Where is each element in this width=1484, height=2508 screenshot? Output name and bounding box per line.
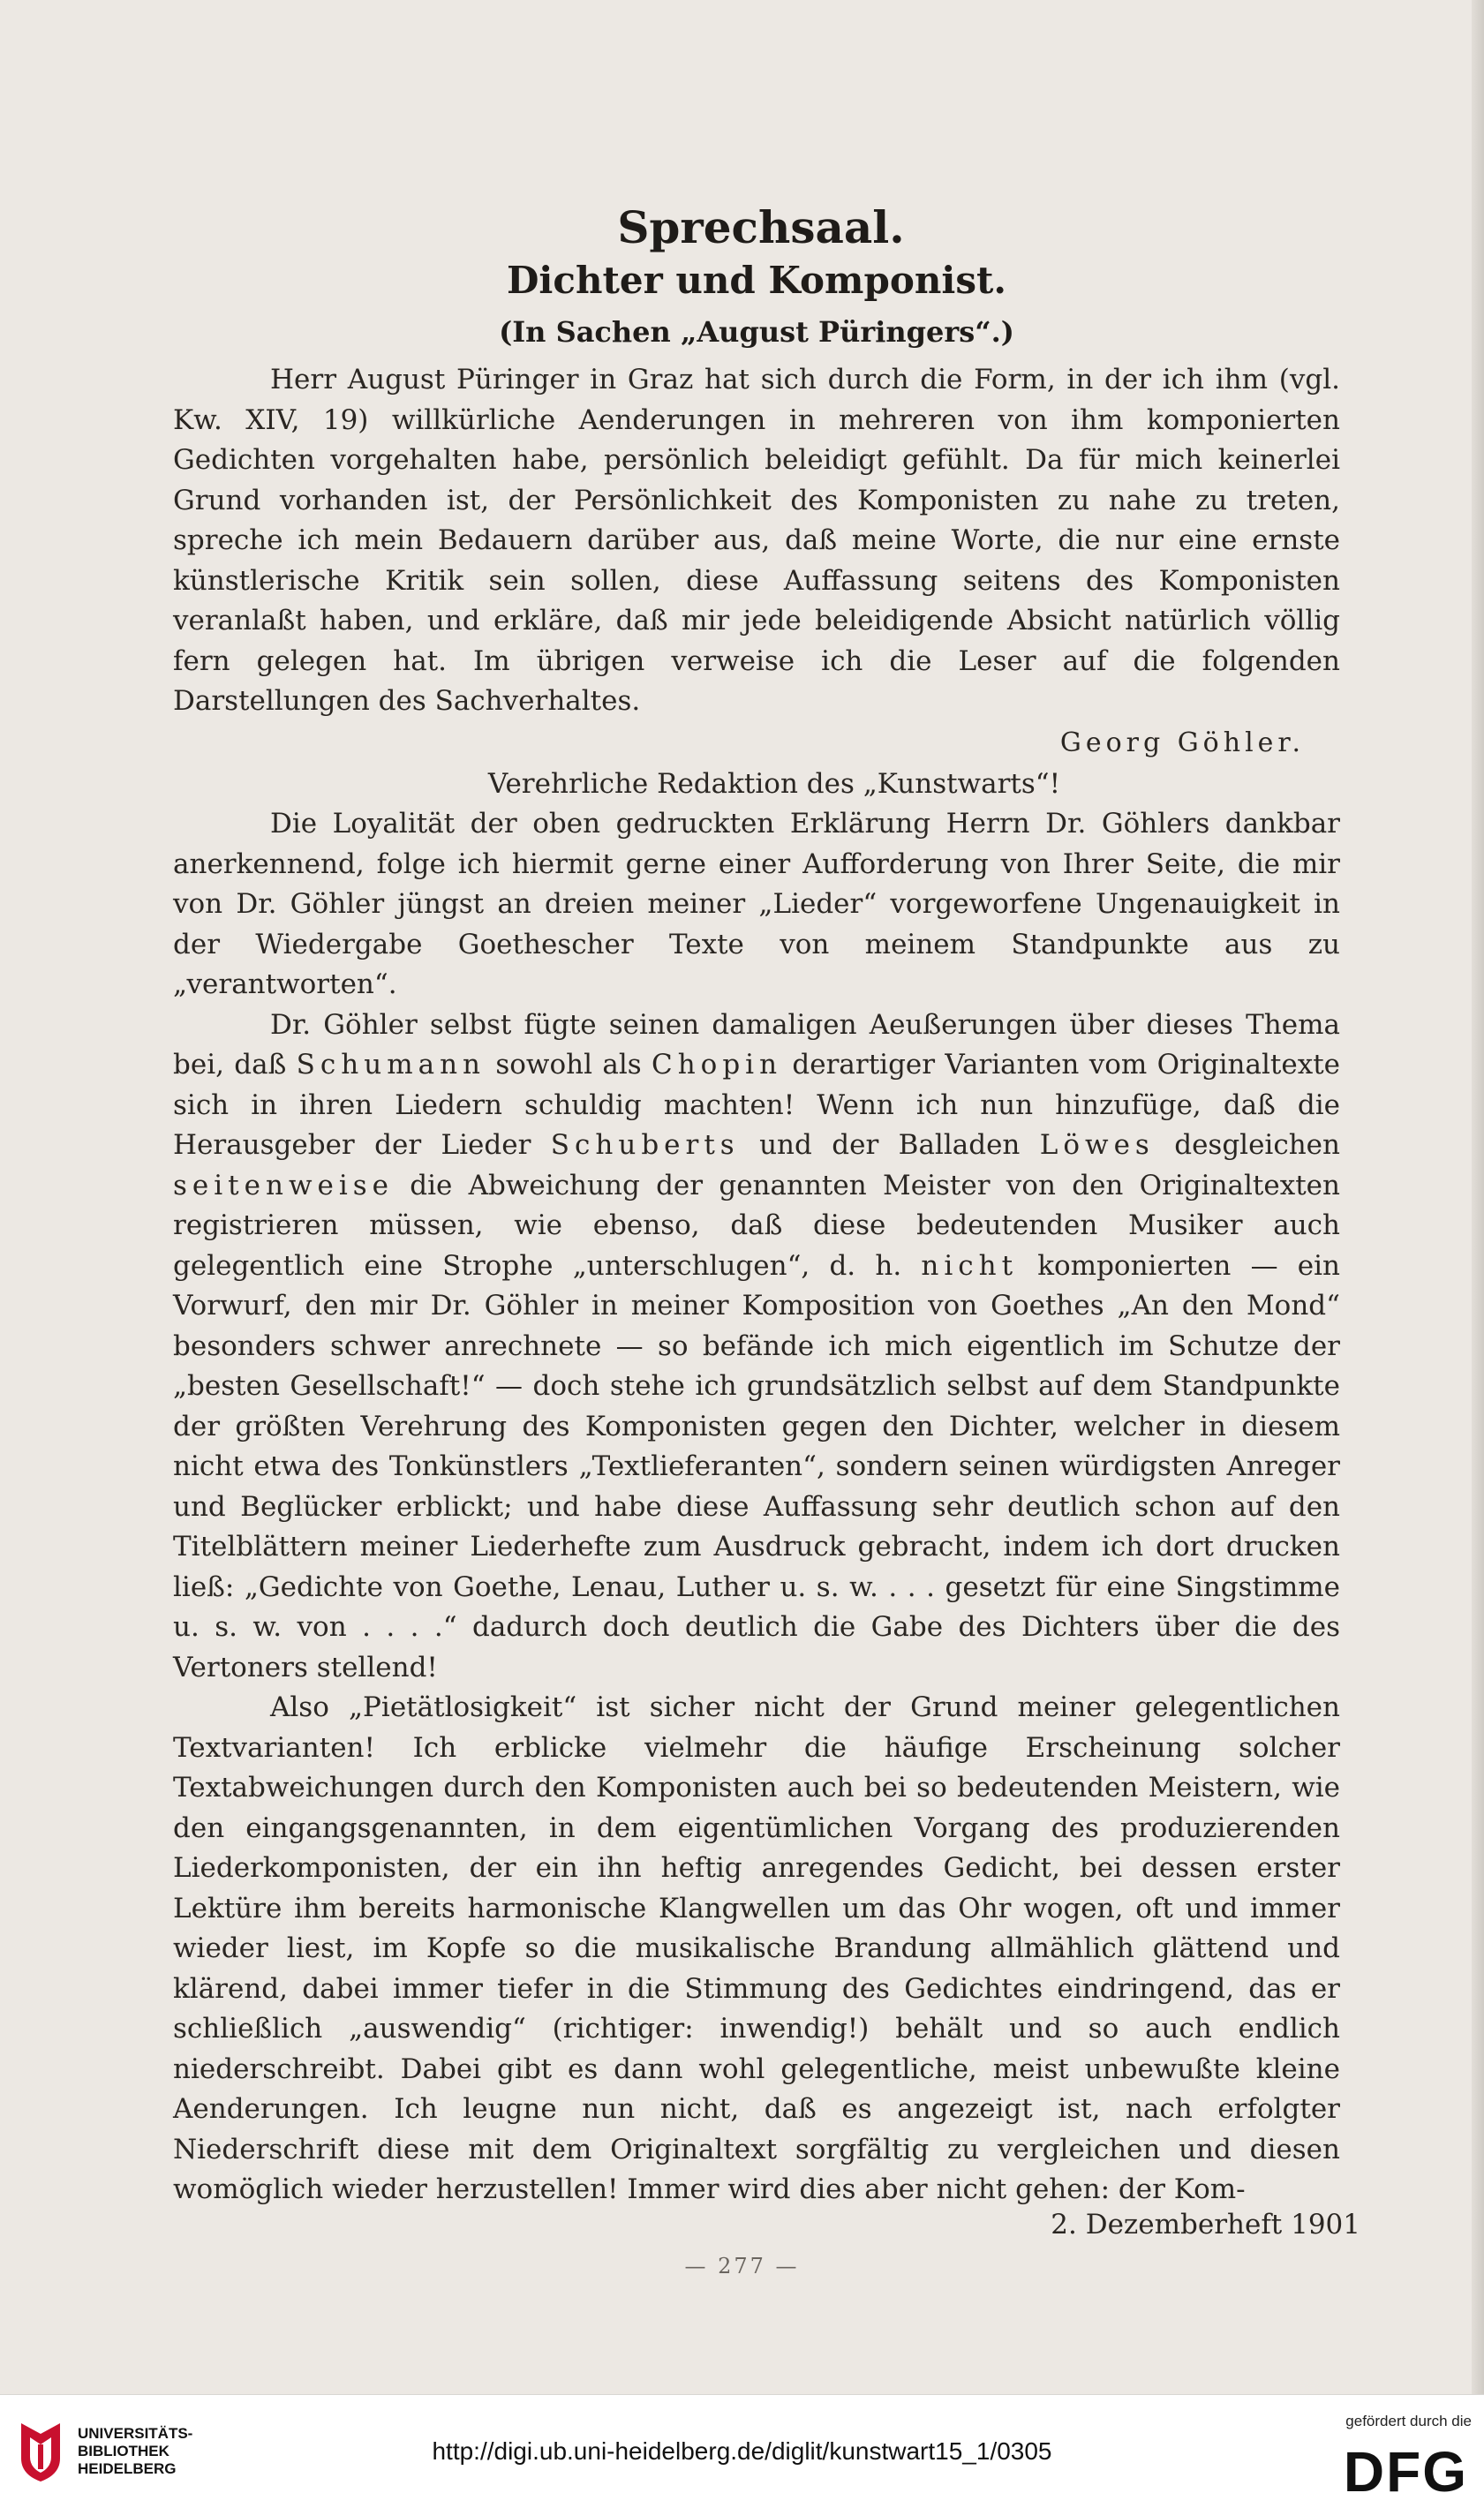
library-line-1: UNIVERSITÄTS- <box>78 2425 193 2442</box>
article-title: Dichter und Komponist. <box>507 259 1006 302</box>
signature: Georg Göhler. <box>1059 727 1305 758</box>
dfg-logo: DFG <box>1343 2440 1468 2504</box>
article-subtitle: (In Sachen „August Püringers“.) <box>499 315 1014 349</box>
text-run: und der Balladen <box>739 1129 1040 1161</box>
name-schuberts: Schuberts <box>550 1129 740 1161</box>
article <box>173 201 1340 2211</box>
emphasis-nicht: nicht <box>921 1249 1019 1282</box>
permalink-url[interactable]: http://digi.ub.uni-heidelberg.de/diglit/kunstwart15_1/0305 <box>432 2437 1052 2465</box>
reply-paragraph-3: Also „Pietätlosigkeit“ ist sicher nicht der Grund meiner gelegentlichen Textvarianten! Ich erblicke vielmehr die häufige Erscheinung solcher Textabweichungen durch den Komponisten auch bei so bedeutenden Meistern, wie den eingangsgenannten, in dem eigentümlichen Vorgang des produzierenden Liederkomponisten, der ein ihn heftig anregendes Gedicht, bei dessen erster Lektüre ihm bereits harmonische Klangwellen um das Ohr wogen, oft und immer wieder liest, im Kopfe so die musikalische Brandung allmählich glättend und klärend, dabei immer tiefer in die Stimmung des Gedichtes eindringend, das er schließlich „auswendig“ (richtiger: inwendig!) behält und so auch endlich niederschreibt. Dabei gibt es dann wohl gelegentliche, meist unbewußte kleine Aenderungen. Ich leugne nun nicht, daß es angezeigt ist, nach erfolgter Niederschrift diese mit dem Originaltext sorgfältig zu vergleichen und diesen womöglich wieder herzustellen! Immer wird dies aber nicht gehen: der Kom- <box>173 1691 1340 2205</box>
text-run: derartiger Varianten vom Originaltexte sich in ihren Liedern schuldig machten! Wenn ich nun hinzufüge, daß die Herausgeber der Lieder <box>173 1049 1340 1161</box>
funded-by-label: gefördert durch die <box>1345 2413 1472 2429</box>
text-run: Dr. Göhler selbst fügte seinen damaligen Aeußerungen über dieses Thema bei, daß <box>173 1008 1340 1081</box>
statement-paragraph: Herr August Püringer in Graz hat sich durch die Form, in der ich ihm (vgl. Kw. XIV, 19) willkürliche Aenderungen in mehreren von ihm komponierten Gedichten vorgehalten habe, persönlich beleidigt gefühlt. Da für mich keinerlei Grund vorhanden ist, der Persönlichkeit des Komponisten zu nahe zu treten, spreche ich mein Bedauern darüber aus, daß meine Worte, die nur eine ernste künstlerische Kritik sein sollen, diese Auffassung seitens des Komponisten veranlaßt haben, und erkläre, daß mir jede beleidigende Absicht natürlich völlig fern gelegen hat. Im übrigen verweise ich die Leser auf die folgenden Darstellungen des Sachverhaltes. <box>173 364 1340 717</box>
section-title: Sprechsaal. <box>617 201 905 253</box>
name-schumann: Schumann <box>296 1049 486 1081</box>
reply-paragraph-1: Die Loyalität der oben gedruckten Erklärung Herrn Dr. Göhlers dankbar anerkennend, folge ich hiermit gerne einer Aufforderung von Ihrer Seite, die mir von Dr. Göhler jüngst an dreien meiner „Lieder“ vorgeworfene Ungenauigkeit in der Wiedergabe Goethescher Texte von meinem Standpunkte aus zu „verantworten“. <box>173 808 1340 1000</box>
reply-paragraph-2 <box>173 1005 1340 1689</box>
viewer-footer <box>0 2394 1484 2508</box>
text-run: die Abweichung der genannten Meister von den Originaltexten registrieren müssen, wie ebenso, daß diese bedeutenden Musiker auch gelegentlich eine Strophe „unterschlugen“, d. h. <box>173 1169 1340 1282</box>
text-run: desgleichen <box>1154 1129 1340 1161</box>
salutation: Verehrliche Redaktion des „Kunstwarts“! <box>487 767 1061 800</box>
name-loewes: Löwes <box>1039 1129 1155 1161</box>
name-chopin: Chopin <box>651 1049 783 1081</box>
text-run: komponierten — ein Vorwurf, den mir Dr. Göhler in meiner Komposition von Goethes „An den Mond“ besonders schwer anrechnete — so befände ich mich eigentlich im Schutze der „besten Gesellschaft!“ — doch stehe ich grundsätzlich selbst auf dem Standpunkte der größten Verehrung des Komponisten gegen den Dichter, welcher in diesem nicht etwa des Tonkünstlers „Textlieferanten“, sondern seinen würdigsten Anreger und Beglücker erblickt; und habe diese Auffassung sehr deutlich schon auf den Titelblättern meiner Liederhefte zum Ausdruck gebracht, indem ich dort drucken ließ: „Gedichte von Goethe, Lenau, Luther u. s. w. . . . gesetzt für eine Singstimme u. s. w. von . . . .“ dadurch doch deutlich die Gabe des Dichters über die des Vertoners stellend! <box>173 1249 1341 1683</box>
library-line-3: HEIDELBERG <box>78 2460 177 2477</box>
emphasis-seitenweise: seitenweise <box>173 1169 394 1201</box>
text-run: sowohl als <box>486 1049 652 1081</box>
scan-edge <box>1472 0 1484 2394</box>
issue-label: 2. Dezemberheft 1901 <box>1051 2209 1360 2241</box>
library-line-2: BIBLIOTHEK <box>78 2443 169 2459</box>
page-number: — 277 — <box>684 2254 800 2278</box>
